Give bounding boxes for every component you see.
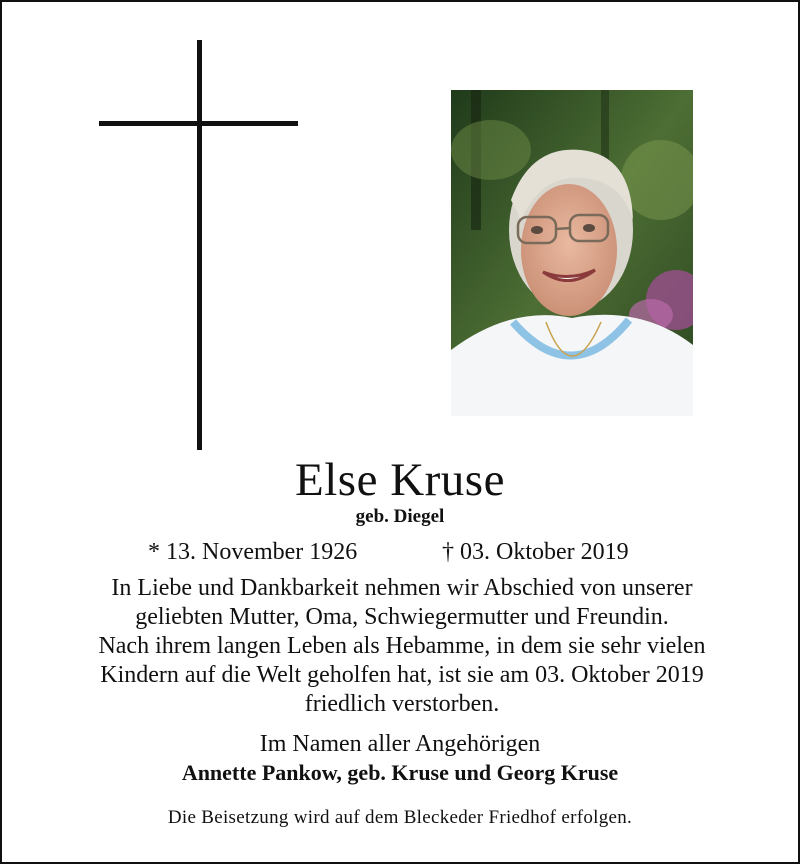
family-signature: Annette Pankow, geb. Kruse und Georg Kruse: [181, 760, 619, 785]
cross-vertical-bar: [197, 40, 202, 450]
farewell-text: [32, 574, 772, 719]
cross-horizontal-bar: [99, 121, 298, 126]
farewell-line: Nach ihrem langen Leben als Hebamme, in dem sie sehr vielen: [98, 633, 706, 659]
farewell-line: friedlich verstorben.: [304, 691, 500, 717]
portrait-photo: [451, 90, 693, 416]
maiden-name: geb. Diegel: [355, 506, 445, 527]
burial-note: Die Beisetzung wird auf dem Bleckeder Friedhof erfolgen.: [167, 807, 633, 828]
death-date: † 03. Oktober 2019: [442, 539, 629, 565]
farewell-line: geliebten Mutter, Oma, Schwiegermutter und Freundin.: [135, 604, 669, 630]
birth-date: * 13. November 1926: [148, 539, 358, 565]
farewell-line: Kindern auf die Welt geholfen hat, ist sie am 03. Oktober 2019: [100, 662, 704, 688]
deceased-name: Else Kruse: [295, 454, 505, 506]
farewell-line: In Liebe und Dankbarkeit nehmen wir Abschied von unserer: [111, 575, 693, 601]
on-behalf-line: Im Namen aller Angehörigen: [259, 731, 541, 757]
